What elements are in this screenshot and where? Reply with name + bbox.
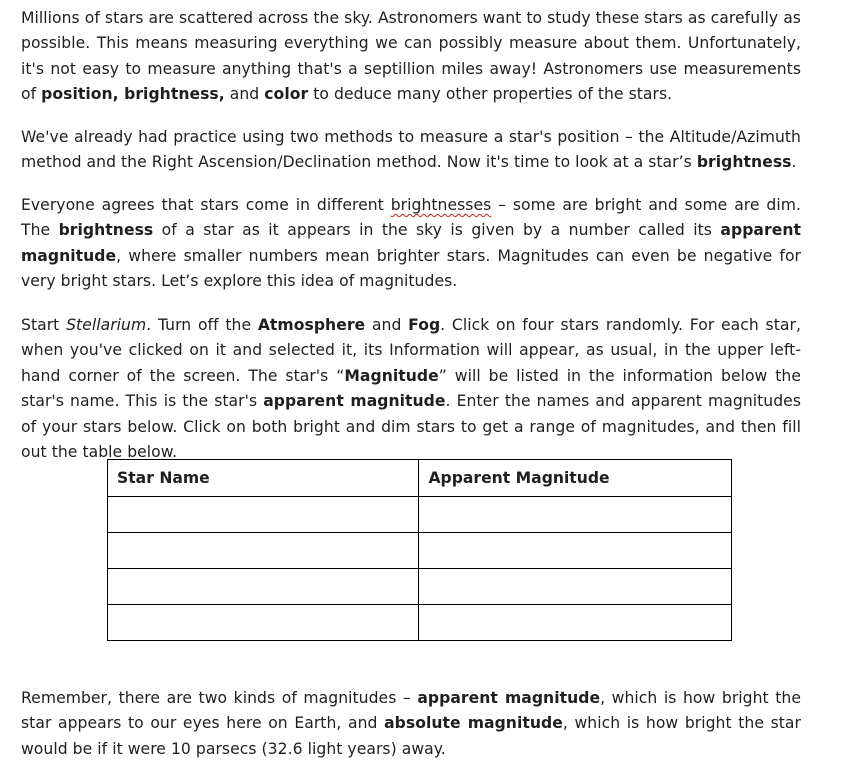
methods-text-1: We've already had practice using two methods to measure a star's position – the Altitude/Azimuth method and the Right Ascension/Declination method. Now it's time to look at a star’s — [21, 128, 801, 172]
remember-bold-absolute-magnitude: absolute magnitude — [384, 714, 563, 733]
magnitude-intro-text-2: – some are bright and some are dim. The — [21, 196, 802, 240]
remember-text-1: Remember, there are two kinds of magnitudes – — [21, 689, 418, 707]
instructions-italic-stellarium: Stellarium — [66, 316, 147, 334]
remember-paragraph — [21, 686, 801, 762]
methods-bold-brightness: brightness — [696, 153, 792, 172]
remember-text-3: , which is how bright the star would be if it were 10 parsecs (32.6 light years) away. — [21, 714, 802, 758]
methods-text-2: . — [791, 153, 797, 172]
column-header-star-name: Star Name — [108, 460, 419, 497]
table-row — [108, 569, 732, 605]
instructions-bold-fog: Fog — [408, 316, 441, 334]
table-row — [108, 605, 732, 641]
intro-paragraph — [21, 6, 801, 108]
remember-bold-apparent-magnitude: apparent magnitude — [417, 689, 601, 707]
instructions-bold-magnitude: Magnitude — [344, 366, 439, 385]
methods-paragraph — [21, 125, 801, 176]
instructions-text-2: . Turn off the — [146, 316, 258, 334]
instructions-text-5: ” will be listed in the information below the star's name. This is the star's — [21, 366, 801, 411]
magnitude-intro-text-3: of a star as it appears in the sky is given by a number called its — [153, 221, 721, 240]
instructions-bold-atmosphere: Atmosphere — [257, 316, 366, 334]
apparent-magnitude-cell[interactable] — [419, 533, 732, 569]
instructions-text-4: . Click on four stars randomly. For each star, when you've clicked on it and selected it, its Information will appear, as usual, in the upper left-hand corner of the screen. The star's “ — [21, 316, 801, 385]
magnitude-intro-paragraph — [21, 193, 801, 295]
instructions-text-6: . Enter the names and apparent magnitudes of your stars below. Click on both bright and dim stars to get a range of magnitudes, and then fill out the table below. — [21, 392, 802, 462]
intro-text-2: and — [224, 85, 265, 104]
intro-text-1: Millions of stars are scattered across the sky. Astronomers want to study these stars as carefully as possible. This means measuring everything we can possibly measure about them. Unfortunately, it's not easy to measure anything that's a septillion miles away! Astronomers use measurements of — [21, 9, 801, 104]
apparent-magnitude-cell[interactable] — [419, 605, 732, 641]
magnitude-intro-bold-apparent-magnitude: apparent magnitude — [21, 221, 801, 265]
table-row — [108, 497, 732, 533]
apparent-magnitude-cell[interactable] — [419, 497, 732, 533]
column-header-apparent-magnitude: Apparent Magnitude — [419, 460, 732, 497]
remember-text-2: , which is how bright the star appears to our eyes here on Earth, and — [21, 689, 802, 733]
instructions-paragraph — [21, 313, 801, 465]
star-magnitude-table — [107, 459, 732, 641]
intro-bold-position-brightness: position, brightness, — [41, 85, 225, 104]
apparent-magnitude-cell[interactable] — [419, 569, 732, 605]
table-row — [108, 533, 732, 569]
magnitude-intro-text-1: Everyone agrees that stars come in different — [21, 196, 391, 214]
star-name-cell[interactable] — [108, 569, 419, 605]
spellcheck-flagged-word[interactable]: brightnesses — [390, 196, 492, 214]
instructions-bold-apparent-magnitude: apparent magnitude — [263, 392, 446, 411]
magnitude-intro-bold-brightness: brightness — [58, 221, 154, 240]
intro-bold-color: color — [264, 85, 309, 104]
magnitude-intro-text-4: , where smaller numbers mean brighter stars. Magnitudes can even be negative for very bright stars. Let’s explore this idea of magnitudes. — [21, 246, 801, 291]
intro-text-3: to deduce many other properties of the stars. — [308, 85, 673, 104]
star-name-cell[interactable] — [108, 533, 419, 569]
star-name-cell[interactable] — [108, 605, 419, 641]
star-name-cell[interactable] — [108, 497, 419, 533]
instructions-text-3: and — [365, 316, 409, 334]
instructions-text-1: Start — [21, 316, 67, 334]
table-header-row — [108, 460, 732, 497]
